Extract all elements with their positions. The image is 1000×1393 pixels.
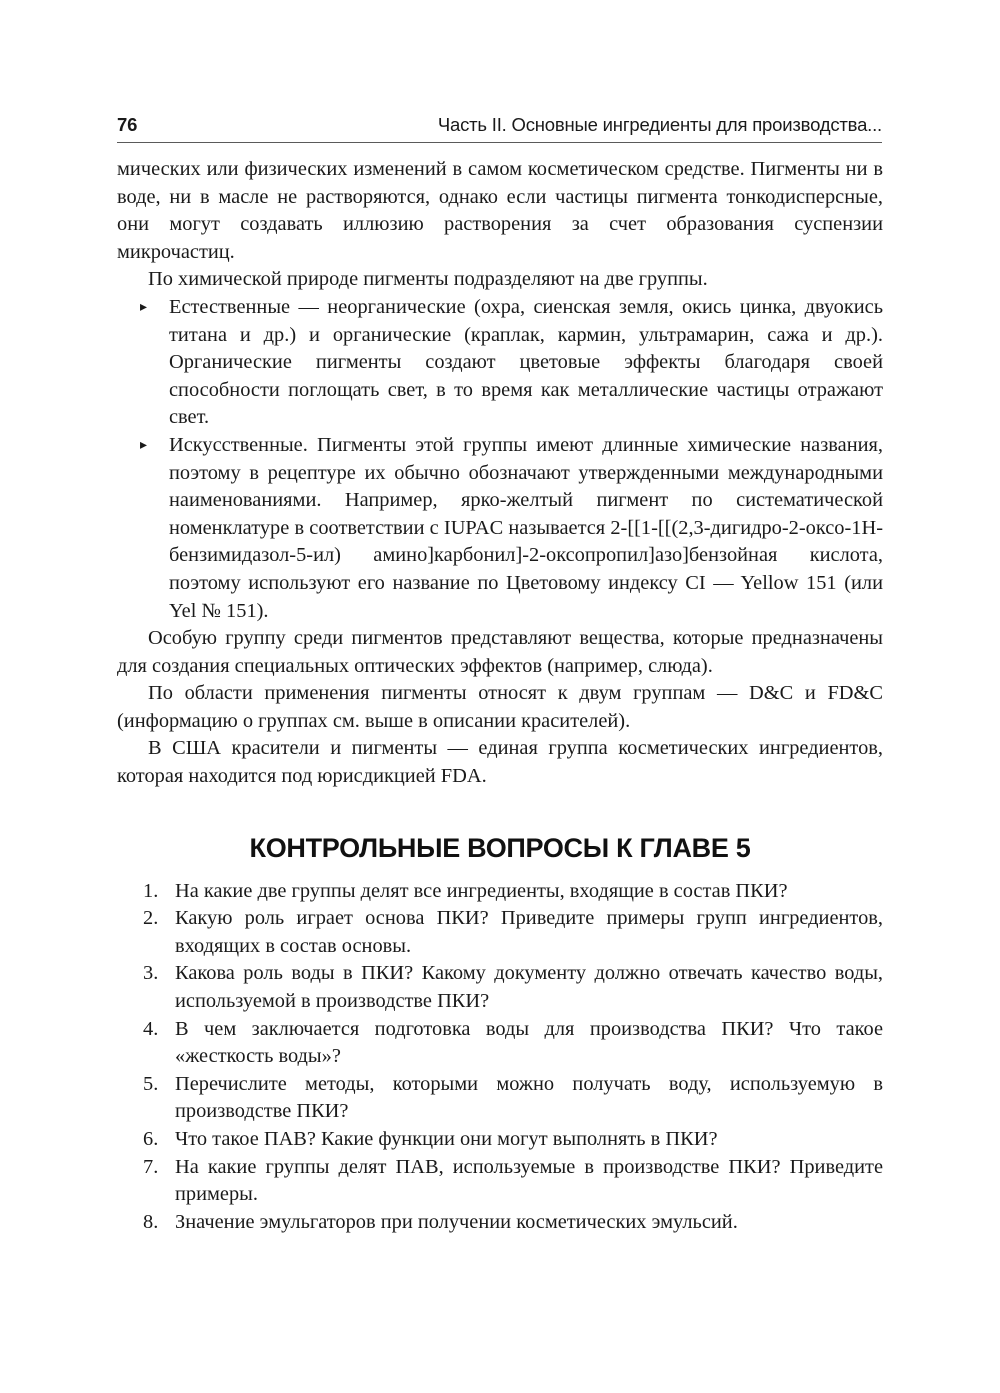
question-item: [143, 905, 883, 960]
question-text: На какие две группы делят все ингредиенты, входящие в состав ПКИ?: [175, 879, 788, 902]
bullet-text: Искусственные. Пигменты этой группы имеют длинные химические названия, поэтому в рецептуре их обычно обозначают утвержденными международными наименованиями. Например, ярко-желтый пигмент по систематической номенклатуре в соответствии с IUPAC называется 2-[[1-[[(2,3-дигидро-2-оксо-1H-бензимидазол-5-ил) амино]карбонил]-2-оксопропил]азо]бензойная кислота, поэтому используют его название по Цветовому индексу CI — Yellow 151 (или Yel № 151).: [169, 433, 883, 622]
paragraph: В США красители и пигменты — единая группа косметических ингредиентов, которая находится под юрисдикцией FDA.: [117, 737, 883, 788]
bullet-list: [117, 294, 883, 625]
question-number: 6.: [143, 1128, 159, 1150]
running-title: Часть II. Основные ингредиенты для производства...: [437, 114, 882, 135]
question-number: 4.: [143, 1017, 159, 1040]
question-number: 8.: [143, 1210, 159, 1233]
question-text: Что такое ПАВ? Какие функции они могут выполнять в ПКИ?: [175, 1128, 718, 1150]
question-number: 5.: [143, 1072, 159, 1095]
question-text: Какова роль воды в ПКИ? Какому документу должно отвечать качество воды, используемой в производстве ПКИ?: [175, 962, 883, 1013]
triangle-bullet-icon: ▸: [140, 437, 148, 453]
bullet-item: [140, 294, 883, 432]
questions-list: [117, 878, 883, 1237]
question-text: Какую роль играет основа ПКИ? Приведите примеры групп ингредиентов, входящих в состав основы.: [175, 907, 883, 957]
section-heading: КОНТРОЛЬНЫЕ ВОПРОСЫ К ГЛАВЕ 5: [249, 832, 751, 863]
question-item: [143, 1154, 883, 1209]
question-item: [143, 1071, 883, 1126]
paragraph: По области применения пигменты относят к двум группам — D&C и FD&C (информацию о группах см. выше в описании красителей).: [117, 682, 883, 732]
question-item: [143, 960, 883, 1015]
paragraph: мических или физических изменений в самом косметическом средстве. Пигменты ни в воде, ни в масле не растворяются, однако если частицы пигмента тонкодисперсные, они могут создавать иллюзию растворения за счет образования суспензии микрочастиц.: [117, 158, 883, 263]
bullet-text: Естественные — неорганические (охра, сиенская земля, окись цинка, двуокись титана и др.) и органические (краплак, кармин, ультрамарин, сажа и др.). Органические пигменты создают цветовые эффекты благодаря своей способности поглощать свет, в то время как металлические частицы отражают свет.: [169, 295, 883, 429]
question-item: [143, 878, 883, 906]
question-number: 1.: [143, 879, 159, 902]
paragraph: По химической природе пигменты подразделяют на две группы.: [148, 268, 708, 291]
question-text: Перечислите методы, которыми можно получать воду, используемую в производстве ПКИ?: [175, 1072, 883, 1123]
question-number: 3.: [143, 962, 159, 985]
triangle-bullet-icon: ▸: [140, 299, 148, 315]
question-number: 7.: [143, 1155, 159, 1178]
question-text: На какие группы делят ПАВ, используемые в производстве ПКИ? Приведите примеры.: [175, 1155, 883, 1206]
question-item: [143, 1209, 883, 1237]
page-header: [117, 108, 882, 144]
question-item: [143, 1126, 883, 1154]
header-rule: [117, 142, 882, 143]
page-body: [117, 156, 883, 1236]
question-text: В чем заключается подготовка воды для производства ПКИ? Что такое «жесткость воды»?: [175, 1017, 883, 1068]
question-text: Значение эмульгаторов при получении косметических эмульсий.: [175, 1210, 738, 1233]
question-item: [143, 1016, 883, 1071]
paragraph: Особую группу среди пигментов представляют вещества, которые предназначены для создания специальных оптических эффектов (например, слюда).: [117, 627, 883, 677]
question-number: 2.: [143, 907, 159, 930]
page-number: 76: [117, 114, 138, 135]
bullet-item: [140, 432, 883, 625]
